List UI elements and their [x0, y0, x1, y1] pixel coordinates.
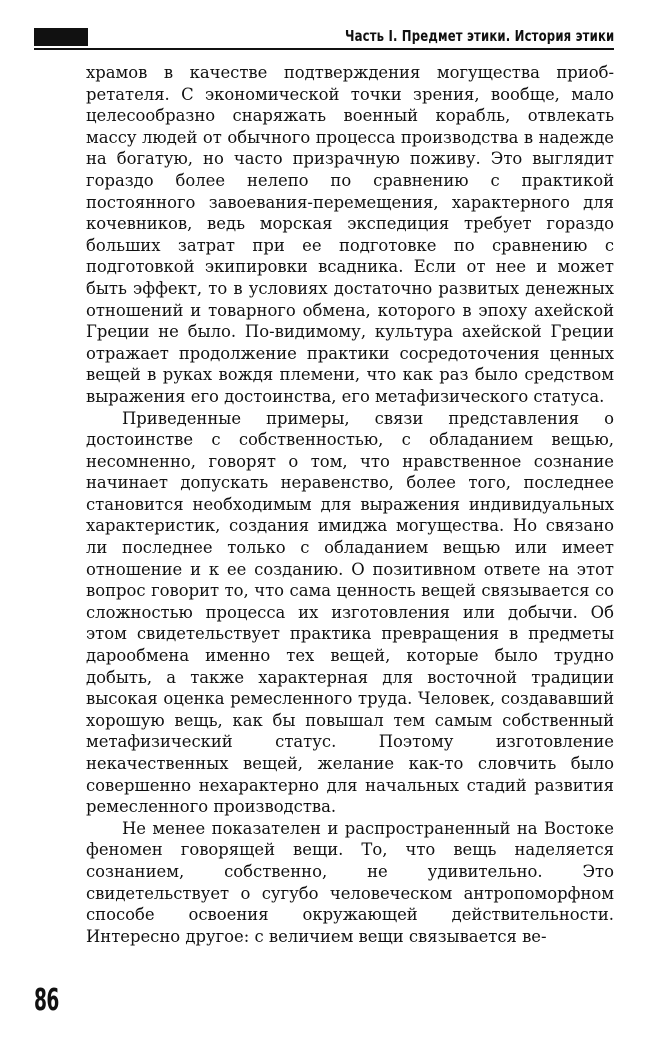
- paragraph-3: Не менее показателен и распространенный на Востоке феномен говорящей вещи. То, что вещь наделяется сознанием, собственно, не удивительно. Это свидетельствует о сугубо человеческом антропоморфном способе освоения окружающей действительности. Интересно другое: с величием вещи связывается ве-: [86, 818, 614, 946]
- header-black-bar: [34, 28, 88, 46]
- page-number: 86: [34, 983, 59, 1018]
- header-title: Часть I. Предмет этики. История этики: [344, 27, 614, 45]
- body-text: [86, 62, 614, 947]
- running-header: [34, 26, 614, 50]
- paragraph-1: храмов в качестве подтверждения могущества приобретателя. С экономической точки зрения, вообще, мало целесообразно снаряжать военный корабль, отвлекать массу людей от обычного процесса производства в надежде на богатую, но часто призрачную поживу. Это выглядит гораздо более нелепо по сравнению с практикой постоянного завоевания-перемещения, характерного для кочевников, ведь морская экспедиция требует гораздо больших затрат при ее подготовке по сравнению с подготовкой экипировки всадника. Если от нее и может быть эффект, то в условиях достаточно развитых денежных отношений и товарного обмена, которого в эпоху ахейской Греции не было. По-видимому, культура ахейской Греции отражает продолжение практики сосредоточения ценных вещей в руках вождя племени, что как раз было средством выражения его достоинства, его метафизического статуса.: [86, 63, 614, 406]
- paragraph-2: Приведенные примеры, связи представления о достоинстве с собственностью, с обладанием вещью, несомненно, говорят о том, что нравственное сознание начинает допускать неравенство, более того, последнее становится необходимым для выражения индивидуальных характеристик, создания имиджа могущества. Но связано ли последнее только с обладанием вещью или имеет отношение и к ее созданию. О позитивном ответе на этот вопрос говорит то, что сама ценность вещей связывается со сложностью процесса их изготовления или добычи. Об этом свидетельствует практика превращения в предметы дарообмена именно тех вещей, которые было трудно добыть, а также характерная для восточной традиции высокая оценка ремесленного труда. Человек, создававший хорошую вещь, как бы повышал тем самым собственный метафизический статус. Поэтому изготовление некачественных вещей, желание как-то словчить было совершенно нехарактерно для начальных стадий развития ремесленного производства.: [86, 408, 614, 817]
